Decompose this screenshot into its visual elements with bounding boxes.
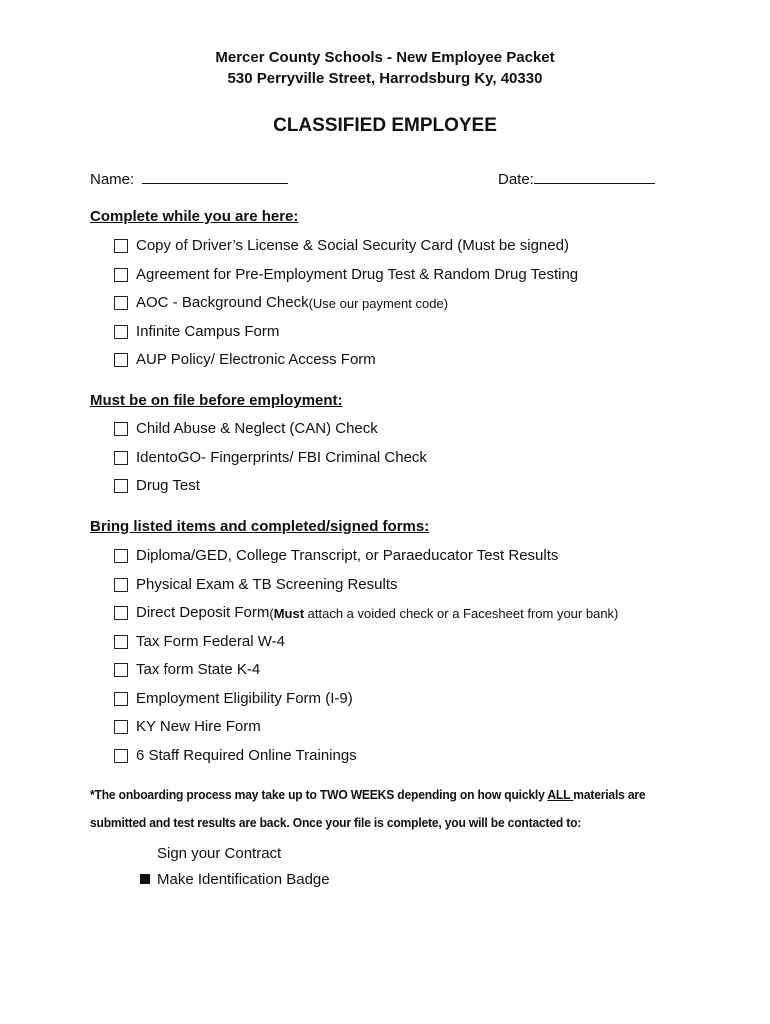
list-item [140,840,330,866]
name-blank-line [142,169,288,184]
checkbox-icon[interactable] [114,549,128,563]
list-item-text: KY New Hire Form [136,718,261,735]
list-item-text: Employment Eligibility Form (I-9) [136,689,353,707]
header-address: 530 Perryville Street, Harrodsburg Ky, 40330 [227,70,543,87]
list-item-text: Diploma/GED, College Transcript, or Paraeducator Test Results [136,547,559,564]
checkbox-icon[interactable] [114,451,128,465]
checkbox-icon[interactable] [114,268,128,282]
empty-bullet [140,848,150,858]
list-item [114,547,618,576]
section-heading-bring-items: Bring listed items and completed/signed forms: [90,518,430,535]
list-item [114,420,427,449]
list-item [140,866,330,892]
checklist-on-file [114,420,427,506]
checkbox-icon[interactable] [114,663,128,677]
checkbox-icon[interactable] [114,353,128,367]
list-item [114,351,578,380]
list-item-text: Sign your Contract [157,844,282,862]
list-item-note: (Use our payment code) [308,296,449,311]
list-item-text: AUP Policy/ Electronic Access Form [136,351,376,368]
list-item [114,747,618,776]
note-text-emphasis: ALL [547,787,574,802]
name-label: Name: [90,171,135,188]
list-item-text: Agreement for Pre-Employment Drug Test & Random Drug Testing [136,265,579,283]
list-item-text: Drug Test [136,477,200,494]
list-item [114,237,578,266]
list-item [114,718,618,747]
list-item-note-emphasis: Must [273,606,305,621]
list-item [114,633,618,662]
next-steps-list [140,840,330,892]
list-item-note [269,606,618,621]
name-field [90,169,288,188]
date-label: Date: [498,171,534,188]
list-item-text: Copy of Driver’s License & Social Security Card (Must be signed) [136,237,569,254]
checkbox-icon[interactable] [114,749,128,763]
page-title: CLASSIFIED EMPLOYEE [273,115,497,136]
date-field [498,169,655,188]
checkbox-icon[interactable] [114,578,128,592]
list-item [114,449,427,478]
date-blank-line [534,169,655,184]
header-school-name: Mercer County Schools - New Employee Packet [215,49,555,66]
list-item-text: AOC - Background Check [136,294,309,311]
list-item-note-open: ( [269,606,274,621]
list-item-text: Direct Deposit Form [136,604,270,621]
checkbox-icon[interactable] [114,422,128,436]
checkbox-icon[interactable] [114,635,128,649]
onboarding-note [90,781,648,837]
list-item-text: Tax Form Federal W-4 [136,632,285,650]
list-item-text: Tax form State K-4 [136,661,261,678]
checkbox-icon[interactable] [114,606,128,620]
list-item [114,690,618,719]
section-heading-complete-here [90,208,298,225]
list-item-text: 6 Staff Required Online Trainings [136,746,357,764]
list-item [114,294,578,323]
list-item [114,661,618,690]
checkbox-icon[interactable] [114,325,128,339]
list-item-text: IdentoGO- Fingerprints/ FBI Criminal Check [136,448,427,466]
section-heading-text: Complete while you are here [90,208,294,225]
document-header [0,47,770,89]
note-text-part2: materials are submitted and test results are back. Once your file is complete, you will be contacted to: [90,787,646,830]
checkbox-icon[interactable] [114,692,128,706]
checkbox-icon[interactable] [114,239,128,253]
list-item-text: Make Identification Badge [157,870,330,888]
list-item [114,323,578,352]
list-item [114,576,618,605]
square-bullet-icon [140,874,150,884]
list-item-text: Infinite Campus Form [136,322,280,340]
section-heading-colon: : [293,208,299,225]
checkbox-icon[interactable] [114,479,128,493]
list-item-text: Child Abuse & Neglect (CAN) Check [136,420,378,437]
checkbox-icon[interactable] [114,720,128,734]
checklist-bring-items [114,547,618,775]
list-item-note-rest: attach a voided check or a Facesheet from your bank) [304,606,619,621]
list-item [114,604,618,633]
note-text-part1: *The onboarding process may take up to TWO WEEKS depending on how quickly [90,787,548,802]
list-item [114,266,578,295]
checklist-complete-here [114,237,578,380]
list-item-text: Physical Exam & TB Screening Results [136,575,398,593]
section-heading-on-file: Must be on file before employment: [90,392,343,409]
list-item [114,477,427,506]
checkbox-icon[interactable] [114,296,128,310]
